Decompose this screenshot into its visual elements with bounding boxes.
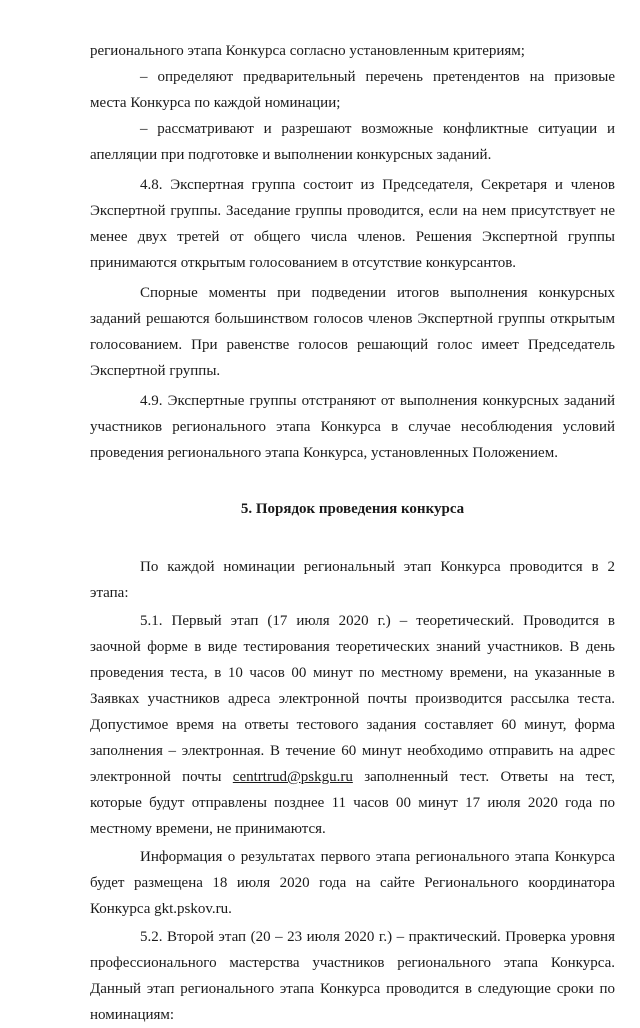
- paragraph-preliminary-list: – определяют предварительный перечень претендентов на призовые места Конкурса по каждой номинации;: [90, 69, 615, 111]
- email-link[interactable]: centrtrud@pskgu.ru: [232, 769, 353, 785]
- document-page: [90, 38, 615, 1028]
- paragraph-5-1: [90, 608, 615, 842]
- paragraph-5-1-part2: заполненный тест. Ответы на тест, которые будут отправлены позднее 11 часов 00 минут 17 июля 2020 года по местному времени, не принимаются.: [90, 769, 615, 837]
- paragraph-stages-intro: По каждой номинации региональный этап Конкурса проводится в 2 этапа:: [90, 559, 615, 601]
- paragraph-5-1-part1: 5.1. Первый этап (17 июля 2020 г.) – теоретический. Проводится в заочной форме в виде тестирования теоретических знаний участников. В день проведения теста, в 10 часов 00 минут по местному времени, на указанные в Заявках участников адреса электронной почты производится рассылка теста. Допустимое время на ответы тестового задания составляет 60 минут, форма заполнения – электронная. В течение 60 минут необходимо отправить на адрес электронной почты: [90, 613, 615, 785]
- paragraph-disputes: Спорные моменты при подведении итогов выполнения конкурсных заданий решаются большинством голосов членов Экспертной группы открытым голосованием. При равенстве голосов решающий голос имеет Председатель Экспертной группы.: [90, 285, 615, 379]
- paragraph-criteria: регионального этапа Конкурса согласно установленным критериям;: [90, 43, 525, 59]
- paragraph-4-8: 4.8. Экспертная группа состоит из Председателя, Секретаря и членов Экспертной группы. Заседание группы проводится, если на нем присутствует не менее двух третей от общего числа членов. Решения Экспертной группы принимаются открытым голосованием в отсутствие конкурсантов.: [90, 177, 615, 271]
- paragraph-conflicts: – рассматривают и разрешают возможные конфликтные ситуации и апелляции при подготовке и выполнении конкурсных заданий.: [90, 121, 615, 163]
- paragraph-5-2: 5.2. Второй этап (20 – 23 июля 2020 г.) – практический. Проверка уровня профессионального мастерства участников регионального этапа Конкурса. Данный этап регионального этапа Конкурса проводится в следующие сроки по номинациям:: [90, 929, 615, 1023]
- paragraph-results-info: Информация о результатах первого этапа регионального этапа Конкурса будет размещена 18 июля 2020 года на сайте Регионального координатора Конкурса gkt.pskov.ru.: [90, 849, 615, 917]
- section-heading: 5. Порядок проведения конкурса: [240, 501, 465, 517]
- paragraph-4-9: 4.9. Экспертные группы отстраняют от выполнения конкурсных заданий участников регионального этапа Конкурса в случае несоблюдения условий проведения регионального этапа Конкурса, установленных Положением.: [90, 393, 615, 461]
